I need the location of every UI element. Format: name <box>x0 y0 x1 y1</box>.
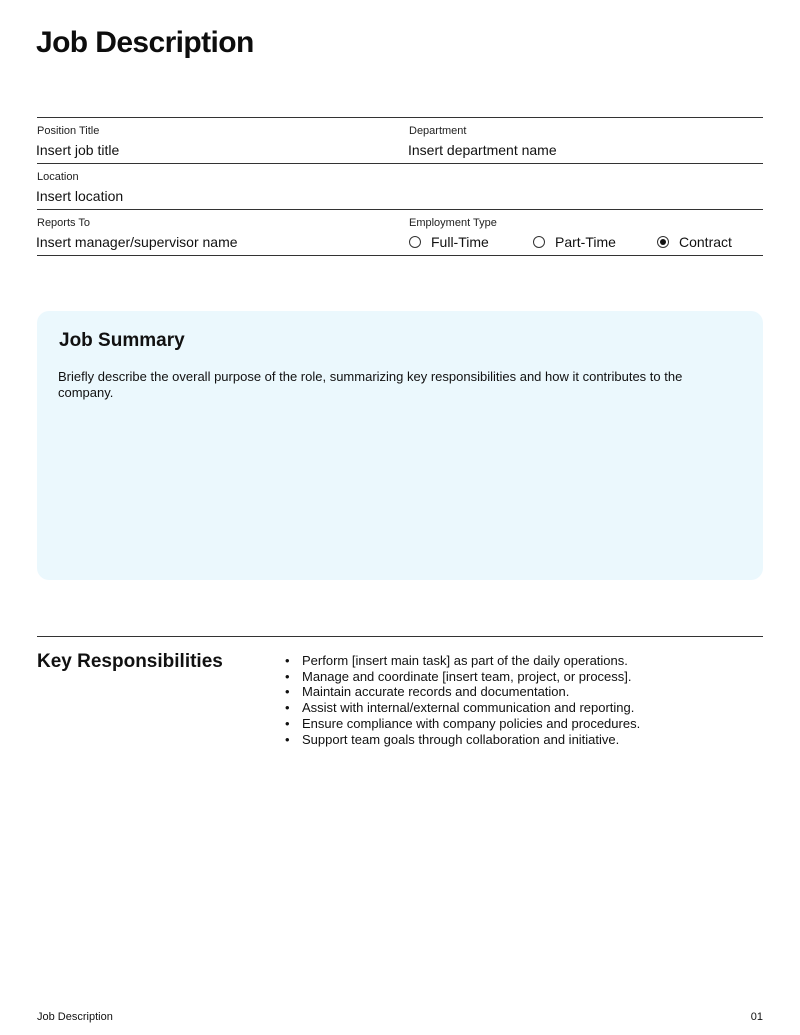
page-title: Job Description <box>36 26 254 59</box>
list-item[interactable]: • Assist with internal/external communication and reporting. <box>285 700 640 716</box>
radio-button-icon[interactable] <box>533 236 545 248</box>
department-field[interactable] <box>409 118 763 164</box>
key-responsibilities-heading: Key Responsibilities <box>37 651 223 672</box>
radio-contract[interactable] <box>657 234 732 250</box>
footer-document-title: Job Description <box>37 1011 113 1023</box>
location-label: Location <box>37 171 79 183</box>
form-row-reports <box>37 210 763 256</box>
radio-full-time[interactable] <box>409 234 489 250</box>
job-summary-heading: Job Summary <box>59 330 185 351</box>
reports-to-label: Reports To <box>37 217 90 229</box>
list-item[interactable]: • Support team goals through collaboration and initiative. <box>285 732 640 748</box>
form-row-position <box>37 118 763 164</box>
form-row-location <box>37 164 763 210</box>
reports-to-field[interactable] <box>37 210 397 256</box>
department-label: Department <box>409 125 467 137</box>
radio-full-time-label: Full-Time <box>431 234 489 250</box>
list-item[interactable]: • Ensure compliance with company policies and procedures. <box>285 716 640 732</box>
radio-part-time[interactable] <box>533 234 616 250</box>
list-item[interactable]: • Maintain accurate records and documentation. <box>285 684 640 700</box>
footer-page-number: 01 <box>750 1011 763 1023</box>
job-summary-text[interactable]: Briefly describe the overall purpose of the role, summarizing key responsibilities and how it contributes to the company. <box>58 369 683 400</box>
location-value[interactable]: Insert location <box>36 188 124 204</box>
list-item[interactable]: • Manage and coordinate [insert team, project, or process]. <box>285 669 640 685</box>
radio-contract-label: Contract <box>679 234 732 250</box>
job-details-form <box>37 117 763 256</box>
employment-type-label: Employment Type <box>409 217 497 229</box>
position-title-field[interactable] <box>37 118 397 164</box>
location-field[interactable] <box>37 164 397 210</box>
radio-button-icon[interactable] <box>409 236 421 248</box>
responsibilities-divider <box>37 636 763 637</box>
job-summary-card <box>37 311 763 580</box>
radio-button-icon[interactable] <box>657 236 669 248</box>
responsibilities-list <box>285 653 640 747</box>
department-value[interactable]: Insert department name <box>408 142 557 158</box>
radio-part-time-label: Part-Time <box>555 234 616 250</box>
position-title-value[interactable]: Insert job title <box>36 142 120 158</box>
list-item[interactable]: • Perform [insert main task] as part of the daily operations. <box>285 653 640 669</box>
position-title-label: Position Title <box>37 125 100 137</box>
employment-type-field <box>409 210 763 256</box>
reports-to-value[interactable]: Insert manager/supervisor name <box>36 234 238 250</box>
